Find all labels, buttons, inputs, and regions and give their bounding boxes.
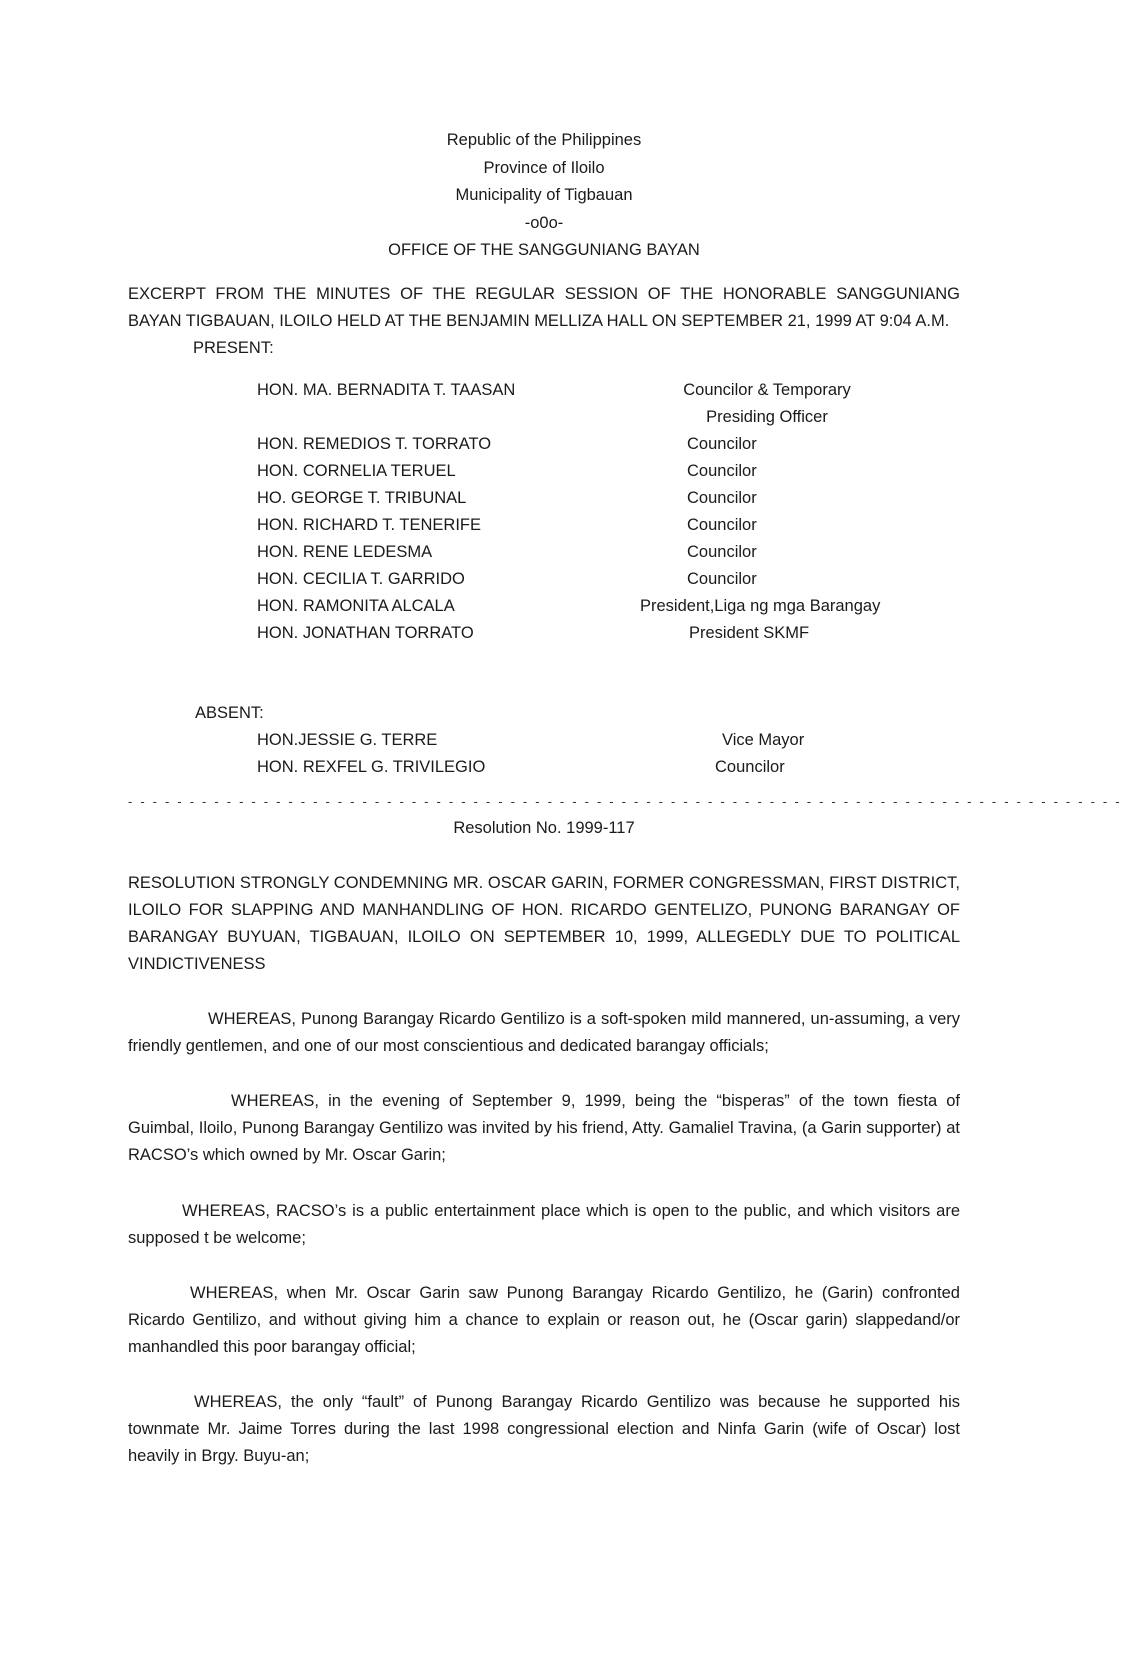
member-title: President,Liga ng mga Barangay xyxy=(640,597,881,615)
dashed-divider: - - - - - - - - - - - - - - - - - - - - - - - - - - - - - - - - - - - - - - - - - - - - - - - - - - - - - - - - - - - - - - - - - - - - - - - - - - - - - - - - - xyxy=(128,794,1122,809)
minutes-excerpt: EXCERPT FROM THE MINUTES OF THE REGULAR SESSION OF THE HONORABLE SANGGUNIANG BAYAN TIGBAUAN, ILOILO HELD AT THE BENJAMIN MELLIZA HALL ON SEPTEMBER 21, 1999 AT 9:04 A.M. xyxy=(128,285,960,330)
header-province: Province of Iloilo xyxy=(483,158,605,177)
member-name: HON. RENE LEDESMA xyxy=(257,543,433,561)
member-row xyxy=(257,377,957,404)
resolution-number: Resolution No. 1999-117 xyxy=(453,819,635,837)
member-title: Councilor xyxy=(687,516,757,534)
member-name: HON. REXFEL G. TRIVILEGIO xyxy=(257,758,486,776)
member-title: Councilor xyxy=(687,462,757,480)
member-name: HON. RAMONITA ALCALA xyxy=(257,597,455,615)
member-row xyxy=(257,485,957,512)
member-title: Councilor xyxy=(687,570,757,588)
member-title: Vice Mayor xyxy=(722,731,805,749)
resolution-title: RESOLUTION STRONGLY CONDEMNING MR. OSCAR GARIN, FORMER CONGRESSMAN, FIRST DISTRICT, ILOILO FOR SLAPPING AND MANHANDLING OF HON. RICARDO GENTELIZO, PUNONG BARANGAY OF BARANGAY BUYUAN, TIGBAUAN, ILOILO ON SEPTEMBER 10, 1999, ALLEGEDLY DUE TO POLITICAL VINDICTIVENESS xyxy=(128,874,960,973)
member-row xyxy=(257,458,957,485)
member-title-continued: Presiding Officer xyxy=(706,408,828,426)
member-row xyxy=(257,593,957,620)
member-title: Councilor xyxy=(715,758,785,776)
member-row xyxy=(257,727,957,754)
member-title: Councilor xyxy=(687,543,757,561)
member-row xyxy=(257,566,957,593)
member-title: Councilor xyxy=(687,489,757,507)
absent-label: ABSENT: xyxy=(195,704,264,722)
member-title: President SKMF xyxy=(689,624,810,642)
member-name: HO. GEORGE T. TRIBUNAL xyxy=(257,489,467,507)
member-name: HON. JONATHAN TORRATO xyxy=(257,624,474,642)
member-row xyxy=(257,620,957,647)
whereas-clause: WHEREAS, in the evening of September 9, 1999, being the “bisperas” of the town fiesta of Guimbal, Iloilo, Punong Barangay Gentilizo was invited by his friend, Atty. Gamaliel Travina, (a Garin supporter) at RACSO’s which owned by Mr. Oscar Garin; xyxy=(128,1092,960,1164)
header-municipality: Municipality of Tigbauan xyxy=(455,186,633,204)
whereas-clause: WHEREAS, the only “fault” of Punong Barangay Ricardo Gentilizo was because he supported his townmate Mr. Jaime Torres during the last 1998 congressional election and Ninfa Garin (wife of Oscar) lost heavily in Brgy. Buyu-an; xyxy=(128,1393,960,1465)
member-row xyxy=(257,754,957,781)
member-row xyxy=(257,431,957,458)
whereas-clause: WHEREAS, Punong Barangay Ricardo Gentilizo is a soft-spoken mild mannered, un-assuming, a very friendly gentlemen, and one of our most conscientious and dedicated barangay officials; xyxy=(128,1010,960,1055)
present-label: PRESENT: xyxy=(193,339,274,357)
member-row xyxy=(257,539,957,566)
member-name: HON. CECILIA T. GARRIDO xyxy=(257,570,465,588)
member-row-continued xyxy=(257,404,957,431)
header-office: OFFICE OF THE SANGGUNIANG BAYAN xyxy=(388,241,700,259)
member-name: HON. RICHARD T. TENERIFE xyxy=(257,516,481,534)
member-row xyxy=(257,512,957,539)
member-name: HON. MA. BERNADITA T. TAASAN xyxy=(257,381,516,399)
member-title: Councilor & Temporary xyxy=(683,381,851,399)
header-separator: -o0o- xyxy=(524,213,564,232)
whereas-clause: WHEREAS, RACSO’s is a public entertainment place which is open to the public, and which visitors are supposed t be welcome; xyxy=(128,1202,960,1247)
document-header xyxy=(0,127,1088,265)
member-name: HON. CORNELIA TERUEL xyxy=(257,462,456,480)
member-name: HON. REMEDIOS T. TORRATO xyxy=(257,435,492,453)
member-title: Councilor xyxy=(687,435,757,453)
whereas-clause: WHEREAS, when Mr. Oscar Garin saw Punong Barangay Ricardo Gentilizo, he (Garin) confronted Ricardo Gentilizo, and without giving him a chance to explain or reason out, he (Oscar garin) slappedand/or manhandled this poor barangay official; xyxy=(128,1284,960,1356)
member-name: HON.JESSIE G. TERRE xyxy=(257,731,438,749)
header-republic: Republic of the Philippines xyxy=(446,131,642,149)
